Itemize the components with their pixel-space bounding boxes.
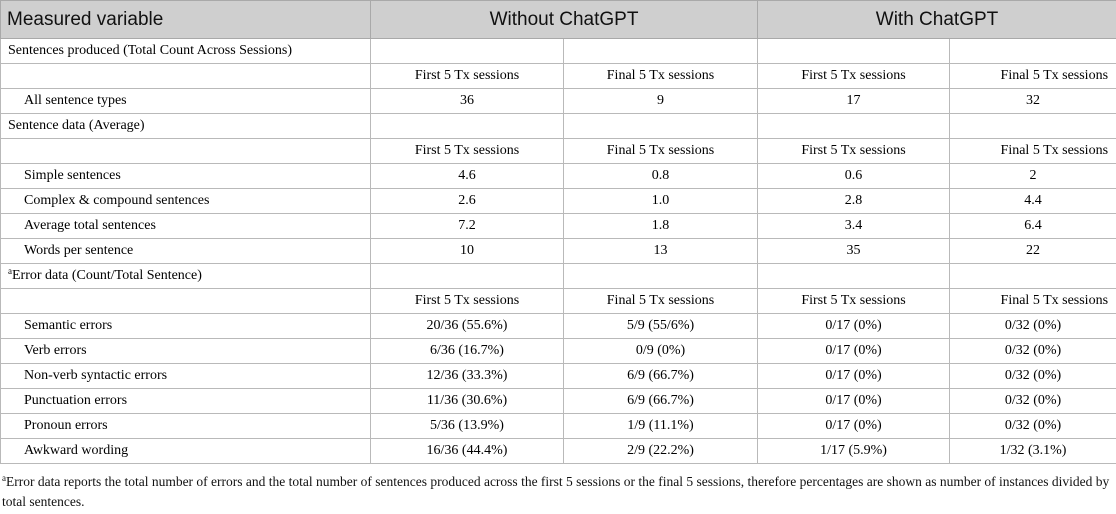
table-cell: 2.6 (371, 189, 564, 214)
table-cell: 17 (758, 89, 950, 114)
section-title (1, 39, 371, 64)
table-cell: 2.8 (758, 189, 950, 214)
empty-cell (950, 114, 1116, 139)
table-cell: 1.0 (564, 189, 758, 214)
table-cell: 10 (371, 239, 564, 264)
row-label: Semantic errors (1, 314, 371, 339)
table-cell: 2/9 (22.2%) (564, 439, 758, 464)
section-title (1, 264, 371, 289)
row-label: Simple sentences (1, 164, 371, 189)
subheader-cell: First 5 Tx sessions (758, 289, 950, 314)
table-cell: 5/36 (13.9%) (371, 414, 564, 439)
table-cell: 6/9 (66.7%) (564, 389, 758, 414)
table-cell: 0/17 (0%) (758, 314, 950, 339)
empty-cell (950, 264, 1116, 289)
table-cell: 4.4 (950, 189, 1116, 214)
table-cell: 1/9 (11.1%) (564, 414, 758, 439)
header-with-chatgpt: With ChatGPT (758, 1, 1116, 39)
section-title-row (1, 264, 1116, 289)
table-cell: 9 (564, 89, 758, 114)
section-title-text: Sentence data (Average) (8, 118, 145, 133)
row-label: All sentence types (1, 89, 371, 114)
subheader-cell: First 5 Tx sessions (371, 139, 564, 164)
table-cell: 0/32 (0%) (950, 314, 1116, 339)
table-cell: 6/36 (16.7%) (371, 339, 564, 364)
table-cell: 16/36 (44.4%) (371, 439, 564, 464)
table-row (1, 89, 1116, 114)
row-label: Verb errors (1, 339, 371, 364)
table-header-row (1, 1, 1116, 39)
subheader-cell: First 5 Tx sessions (758, 64, 950, 89)
table-cell: 0/17 (0%) (758, 414, 950, 439)
table-cell: 1.8 (564, 214, 758, 239)
table-cell: 7.2 (371, 214, 564, 239)
footnote-marker: a (2, 473, 6, 483)
table-cell: 4.6 (371, 164, 564, 189)
table-cell: 0.8 (564, 164, 758, 189)
row-label: Pronoun errors (1, 414, 371, 439)
table-row (1, 339, 1116, 364)
table-cell: 0/17 (0%) (758, 364, 950, 389)
empty-cell (371, 264, 564, 289)
table-row (1, 239, 1116, 264)
table-cell: 2 (950, 164, 1116, 189)
table-cell: 0/32 (0%) (950, 414, 1116, 439)
section-title-row (1, 114, 1116, 139)
table-cell: 22 (950, 239, 1116, 264)
header-without-chatgpt: Without ChatGPT (371, 1, 758, 39)
table-cell: 5/9 (55/6%) (564, 314, 758, 339)
header-measured-variable: Measured variable (1, 1, 371, 39)
table-cell: 0/32 (0%) (950, 389, 1116, 414)
empty-cell (564, 39, 758, 64)
table-cell: 0/17 (0%) (758, 389, 950, 414)
table-cell: 1/17 (5.9%) (758, 439, 950, 464)
subheader-cell: First 5 Tx sessions (371, 64, 564, 89)
empty-cell (1, 64, 371, 89)
table-row (1, 189, 1116, 214)
empty-cell (564, 264, 758, 289)
section-title-marker: a (8, 266, 12, 276)
subheader-cell: Final 5 Tx sessions (950, 139, 1116, 164)
subheader-cell: Final 5 Tx sessions (950, 64, 1116, 89)
empty-cell (564, 114, 758, 139)
table-row (1, 314, 1116, 339)
table-cell: 12/36 (33.3%) (371, 364, 564, 389)
table-cell: 0.6 (758, 164, 950, 189)
row-label: Average total sentences (1, 214, 371, 239)
row-label: Words per sentence (1, 239, 371, 264)
table-row (1, 414, 1116, 439)
subheader-row (1, 64, 1116, 89)
subheader-row (1, 289, 1116, 314)
table-cell: 35 (758, 239, 950, 264)
empty-cell (758, 264, 950, 289)
table-footnote (2, 472, 1114, 512)
table-row (1, 389, 1116, 414)
table-cell: 32 (950, 89, 1116, 114)
subheader-row (1, 139, 1116, 164)
table-row (1, 164, 1116, 189)
empty-cell (371, 114, 564, 139)
empty-cell (1, 139, 371, 164)
subheader-cell: Final 5 Tx sessions (564, 289, 758, 314)
subheader-cell: First 5 Tx sessions (758, 139, 950, 164)
section-title-text: Error data (Count/Total Sentence) (12, 268, 202, 283)
empty-cell (1, 289, 371, 314)
empty-cell (758, 39, 950, 64)
empty-cell (758, 114, 950, 139)
table-row (1, 214, 1116, 239)
empty-cell (950, 39, 1116, 64)
table-cell: 6.4 (950, 214, 1116, 239)
section-title-row (1, 39, 1116, 64)
table-cell: 13 (564, 239, 758, 264)
table-cell: 0/17 (0%) (758, 339, 950, 364)
subheader-cell: Final 5 Tx sessions (564, 64, 758, 89)
table-body (1, 39, 1116, 464)
row-label: Punctuation errors (1, 389, 371, 414)
table-cell: 3.4 (758, 214, 950, 239)
table-cell: 1/32 (3.1%) (950, 439, 1116, 464)
table-row (1, 364, 1116, 389)
section-title (1, 114, 371, 139)
table-cell: 0/32 (0%) (950, 339, 1116, 364)
row-label: Awkward wording (1, 439, 371, 464)
row-label: Non-verb syntactic errors (1, 364, 371, 389)
subheader-cell: Final 5 Tx sessions (950, 289, 1116, 314)
empty-cell (371, 39, 564, 64)
table-row (1, 439, 1116, 464)
table-cell: 36 (371, 89, 564, 114)
row-label: Complex & compound sentences (1, 189, 371, 214)
table-cell: 0/32 (0%) (950, 364, 1116, 389)
subheader-cell: First 5 Tx sessions (371, 289, 564, 314)
footnote-text: Error data reports the total number of errors and the total number of sentences produced across the first 5 sessions or the final 5 sessions, therefore percentages are shown as number of instances divided by total sentences. (2, 474, 1110, 509)
table-cell: 0/9 (0%) (564, 339, 758, 364)
table-cell: 6/9 (66.7%) (564, 364, 758, 389)
table-cell: 11/36 (30.6%) (371, 389, 564, 414)
section-title-text: Sentences produced (Total Count Across Sessions) (8, 43, 293, 58)
subheader-cell: Final 5 Tx sessions (564, 139, 758, 164)
table-cell: 20/36 (55.6%) (371, 314, 564, 339)
